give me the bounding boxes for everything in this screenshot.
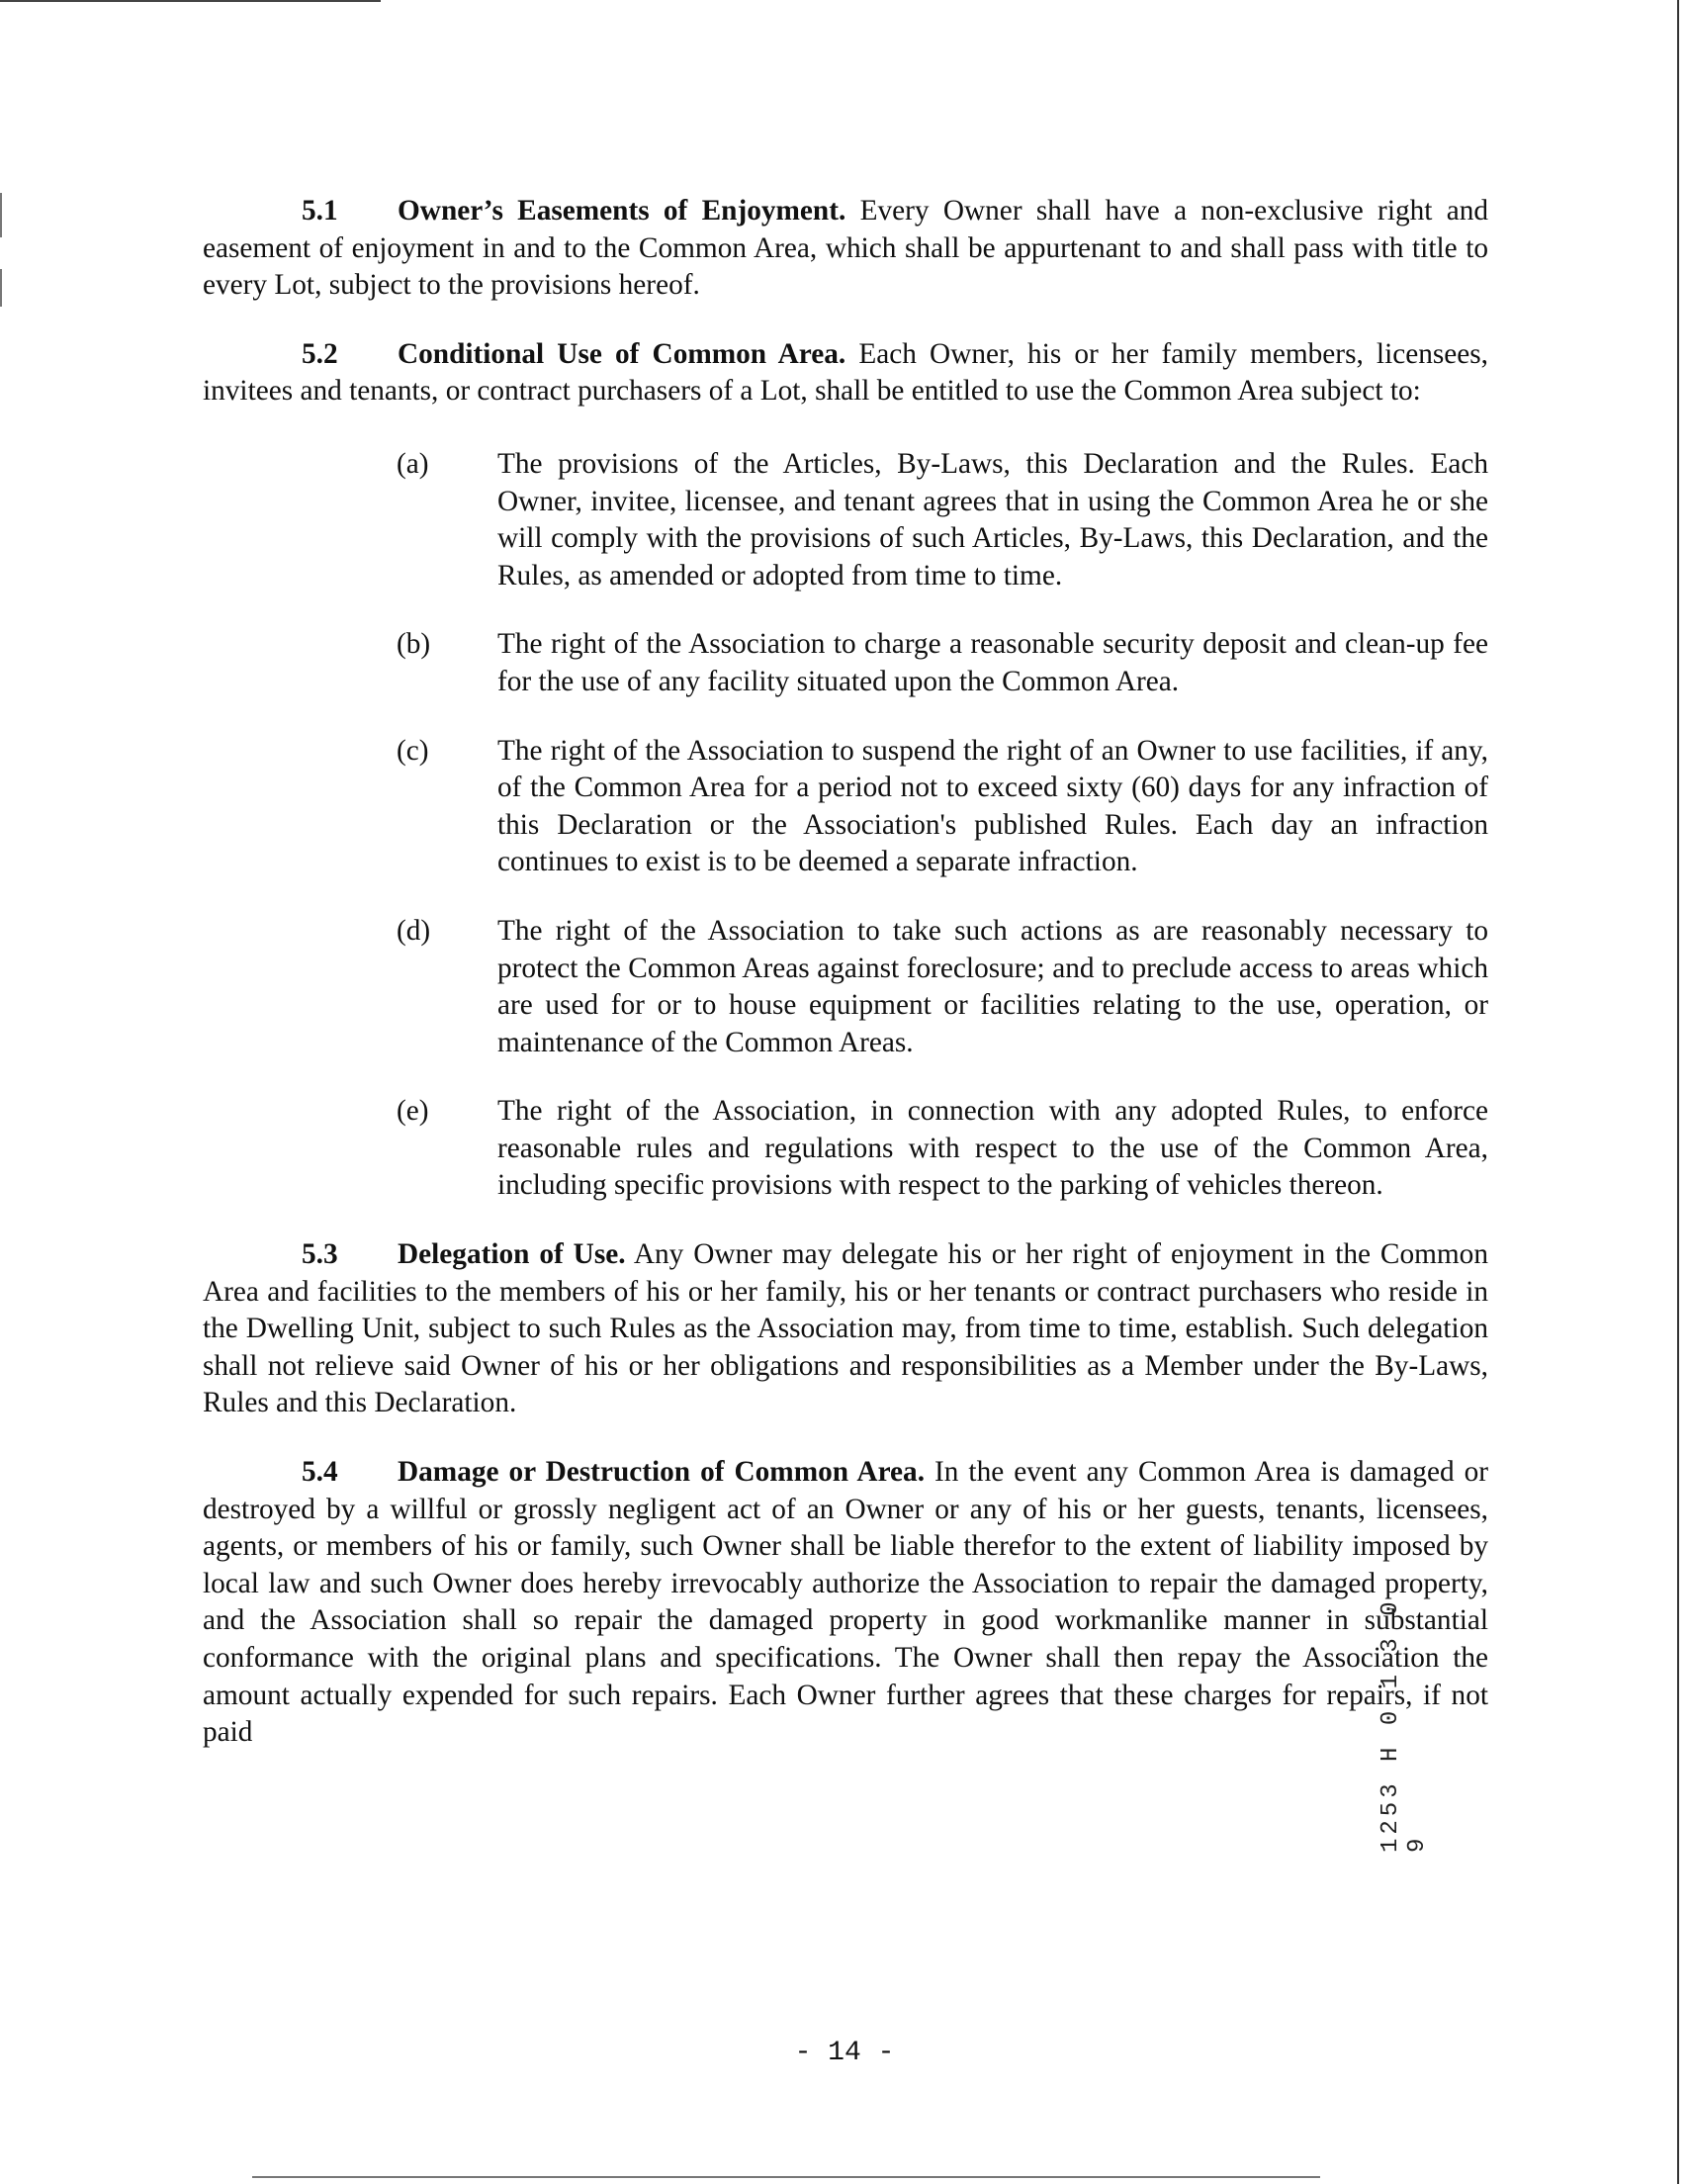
scan-edge-right xyxy=(1677,0,1679,2184)
item-label: (a) xyxy=(397,447,429,480)
subsection-list xyxy=(203,446,1488,1205)
section-number: 5.1 xyxy=(302,195,338,227)
section-5-4 xyxy=(203,1454,1488,1752)
section-5-1 xyxy=(203,193,1488,305)
section-number: 5.4 xyxy=(302,1456,338,1489)
section-5-3 xyxy=(203,1236,1488,1422)
list-item xyxy=(203,1093,1488,1205)
item-label: (c) xyxy=(397,734,429,767)
list-item xyxy=(203,446,1488,594)
scan-edge-left xyxy=(0,193,2,237)
section-body: Every Owner shall have a non-exclusive right and easement of enjoyment in and to the Common Area, which shall be appurtenant to and shall pass with title to every Lot, subject to the provisions hereof. xyxy=(203,195,1488,302)
section-5-2 xyxy=(203,336,1488,410)
item-text: The right of the Association to suspend the right of an Owner to use facilities, if any, of the Common Area for a period not to exceed sixty (60) days for any infraction of this Declaration or the Association's published Rules. Each day an infraction continues to exist is to be deemed a separate infraction. xyxy=(497,734,1488,878)
section-title: Owner’s Easements of Enjoyment. xyxy=(398,195,846,227)
document-body xyxy=(203,193,1488,1752)
section-number: 5.3 xyxy=(302,1238,338,1271)
section-body: Each Owner, his or her family members, licensees, invitees and tenants, or contract purchasers of a Lot, shall be entitled to use the Common Area subject to: xyxy=(203,337,1488,408)
section-body: Any Owner may delegate his or her right of enjoyment in the Common Area and facilities to the members of his or her family, his or her tenants or contract purchasers who reside in the Dwelling Unit, subject to such Rules as the Association may, from time to time, establish. Such delegation shall not relieve said Owner of his or her obligations and responsibilities as a Member under the By-Laws, Rules and this Declaration. xyxy=(203,1238,1488,1419)
scan-edge-left xyxy=(0,269,2,307)
recording-stamp: 1253 H 0 1 3 0 9 xyxy=(1378,1597,1431,1853)
section-body: In the event any Common Area is damaged or destroyed by a willful or grossly negligent act of an Owner or any of his or her guests, tenants, licensees, agents, or members of his or family, such Owner shall be liable therefor to the extent of liability imposed by local law and such Owner does hereby irrevocably authorize the Association to repair the damaged property, and the Association shall so repair the damaged property in good workmanlike manner in substantial conformance with the original plans and specifications. The Owner shall then repay the Association the amount actually expended for such repairs. Each Owner further agrees that these charges for repairs, if not paid xyxy=(203,1456,1488,1749)
item-text: The right of the Association to charge a reasonable security deposit and clean-up fee for the use of any facility situated upon the Common Area. xyxy=(497,628,1488,697)
item-text: The right of the Association to take such actions as are reasonably necessary to protect the Common Areas against foreclosure; and to preclude access to areas which are used for or to house equipment or facilities relating to the use, operation, or maintenance of the Common Areas. xyxy=(497,914,1488,1058)
section-title: Delegation of Use. xyxy=(398,1238,626,1271)
section-number: 5.2 xyxy=(302,337,338,370)
item-label: (b) xyxy=(397,628,431,661)
item-label: (d) xyxy=(397,914,431,947)
section-title: Damage or Destruction of Common Area. xyxy=(398,1456,926,1489)
item-text: The provisions of the Articles, By-Laws, this Declaration and the Rules. Each Owner, invitee, licensee, and tenant agrees that in using the Common Area he or she will comply with the provisions of such Articles, By-Laws, this Declaration, and the Rules, as amended or adopted from time to time. xyxy=(497,447,1488,592)
scan-edge-bottom xyxy=(252,2176,1320,2178)
list-item xyxy=(203,626,1488,700)
scan-edge-top xyxy=(0,0,381,2)
list-item xyxy=(203,733,1488,881)
page-number: - 14 - xyxy=(794,2038,895,2068)
item-text: The right of the Association, in connection with any adopted Rules, to enforce reasonable rules and regulations with respect to the use of the Common Area, including specific provisions with respect to the parking of vehicles thereon. xyxy=(497,1095,1488,1202)
list-item xyxy=(203,913,1488,1061)
item-label: (e) xyxy=(397,1095,429,1128)
section-title: Conditional Use of Common Area. xyxy=(398,337,846,370)
